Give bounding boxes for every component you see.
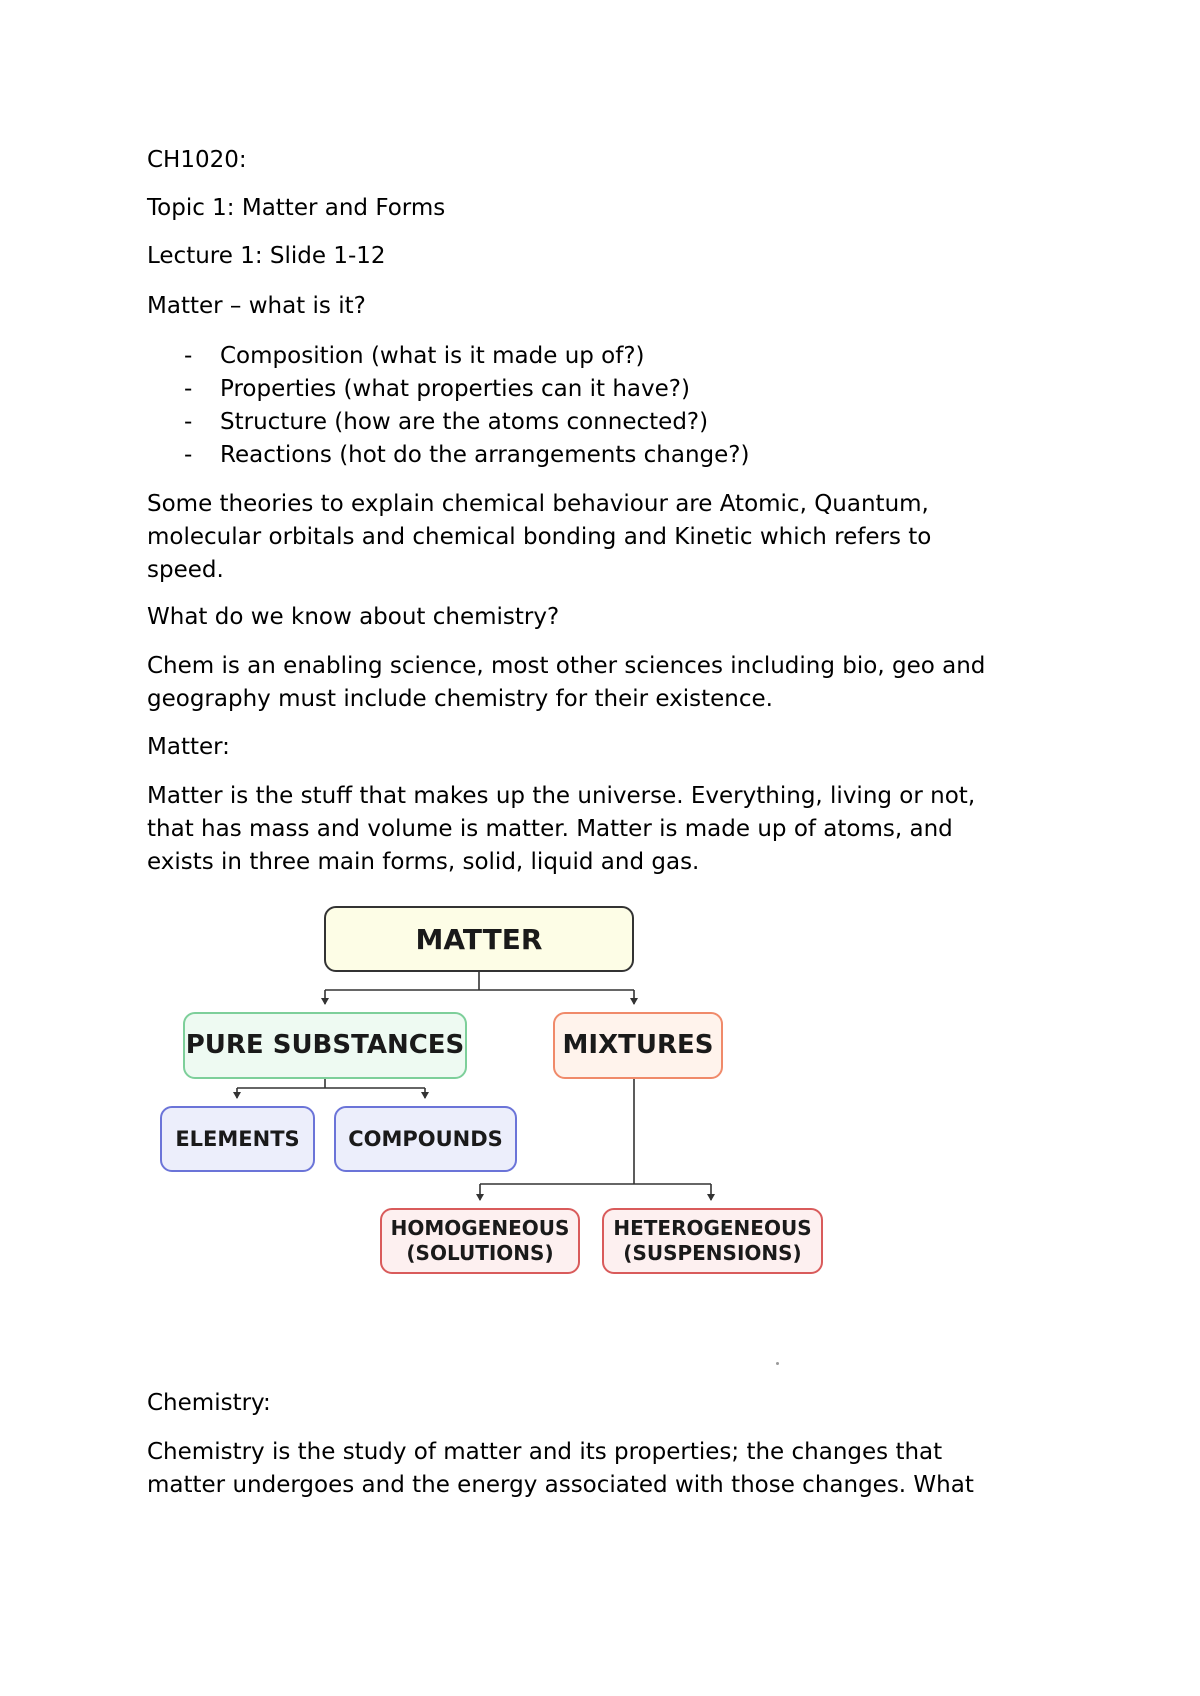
chemistry-definition: Chemistry is the study of matter and its properties; the changes that matter undergoes and the energy associated with those changes. What — [147, 1439, 974, 1498]
matter-question: Matter – what is it? — [147, 293, 366, 319]
matter-definition: Matter is the stuff that makes up the universe. Everything, living or not, that has mass and volume is matter. Matter is made up of atoms, and exists in three main forms, solid, liquid and gas. — [147, 783, 976, 875]
enabling-paragraph: Chem is an enabling science, most other sciences including bio, geo and geography must include chemistry for their existence. — [147, 653, 986, 712]
pure-substances-node: PURE SUBSTANCES — [183, 1012, 467, 1079]
theories-paragraph: Some theories to explain chemical behaviour are Atomic, Quantum, molecular orbitals and chemical bonding and Kinetic which refers to speed. — [147, 491, 932, 583]
bullet-text: Composition (what is it made up of?) — [220, 343, 645, 369]
list-item — [147, 406, 749, 439]
list-item — [147, 373, 749, 406]
elements-node: ELEMENTS — [160, 1106, 315, 1172]
topic-title: Topic 1: Matter and Forms — [147, 195, 446, 221]
bullet-dash: - — [184, 376, 193, 402]
stray-dot — [776, 1362, 779, 1365]
matter-aspects-list — [147, 340, 749, 472]
lecture-reference: Lecture 1: Slide 1-12 — [147, 243, 386, 269]
matter-node: MATTER — [324, 906, 634, 972]
matter-heading: Matter: — [147, 734, 230, 760]
know-heading: What do we know about chemistry? — [147, 604, 560, 630]
heterogeneous-node: HETEROGENEOUS (SUSPENSIONS) — [602, 1208, 823, 1274]
homogeneous-node: HOMOGENEOUS (SOLUTIONS) — [380, 1208, 580, 1274]
list-item — [147, 340, 749, 373]
mixtures-node: MIXTURES — [553, 1012, 723, 1079]
bullet-text: Properties (what properties can it have?) — [220, 376, 690, 402]
bullet-dash: - — [184, 409, 193, 435]
chemistry-heading: Chemistry: — [147, 1390, 271, 1416]
course-code: CH1020: — [147, 147, 247, 173]
bullet-text: Structure (how are the atoms connected?) — [220, 409, 709, 435]
matter-classification-diagram — [150, 898, 840, 1288]
list-item — [147, 439, 749, 472]
bullet-dash: - — [184, 442, 193, 468]
compounds-node: COMPOUNDS — [334, 1106, 517, 1172]
bullet-text: Reactions (hot do the arrangements change?) — [220, 442, 750, 468]
bullet-dash: - — [184, 343, 193, 369]
